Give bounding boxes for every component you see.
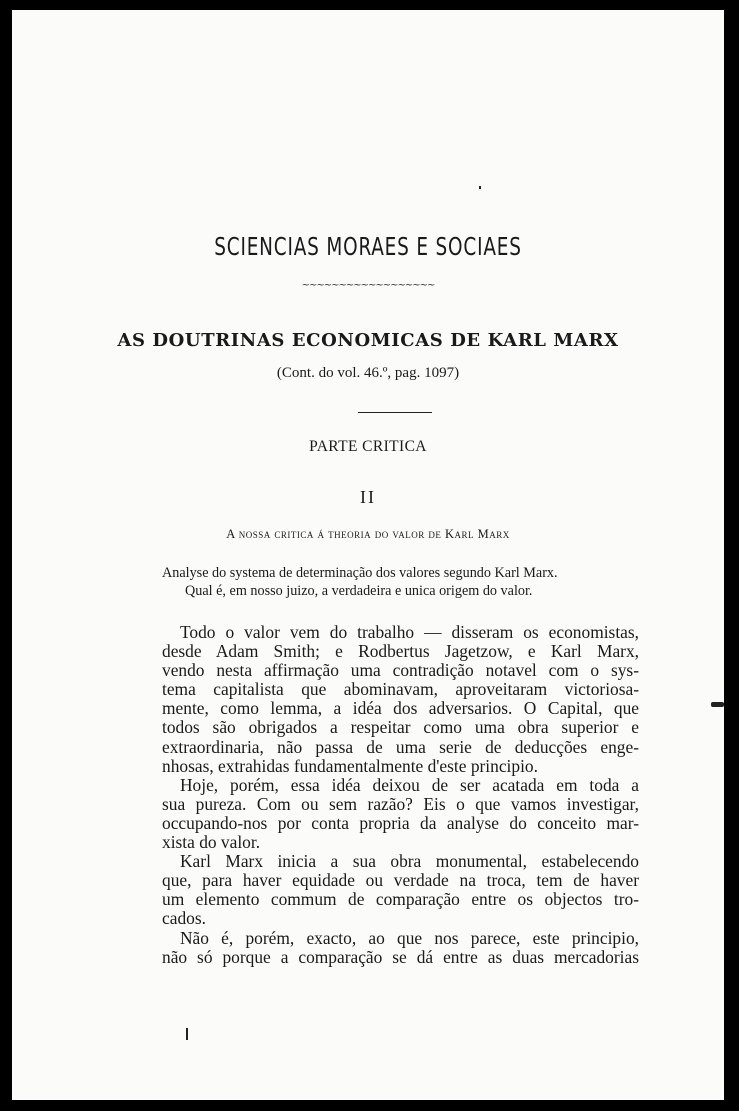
- continuation-note: (Cont. do vol. 46.º, pag. 1097): [276, 365, 460, 381]
- body-line: um elemento commum de comparação entre os objectos tro-: [162, 889, 639, 910]
- body-line: occupando-nos por conta propria da analyse do conceito mar-: [162, 812, 639, 833]
- wavy-ornament: ~~~~~~~~~~~~~~~~~~: [301, 280, 435, 291]
- part-heading: PARTE CRITICA: [309, 438, 427, 455]
- scan-mark: [186, 1028, 188, 1040]
- body-line: todos são obrigados a respeitar como uma obra superior e: [162, 717, 639, 738]
- chapter-title: A nossa critica á theoria do valor de Karl Marx: [226, 527, 510, 541]
- body-line: Karl Marx inicia a sua obra monumental, estabelecendo: [180, 851, 639, 872]
- body-line: não só porque a comparação se dá entre as duas mercadorias: [162, 946, 639, 967]
- body-line: tema capitalista que abominavam, aproveitaram victoriosa-: [162, 679, 639, 700]
- scan-mark: [479, 186, 481, 189]
- scan-mark: [711, 702, 724, 707]
- body-line: mente, como lemma, a idéa dos adversarios. O Capital, que: [162, 698, 639, 719]
- body-text: [162, 623, 639, 967]
- divider-rule: [358, 412, 432, 413]
- body-line: Todo o valor vem do trabalho — disseram os economistas,: [180, 622, 639, 642]
- body-line: vendo nesta affirmação uma contradição notavel com o sys-: [162, 660, 639, 681]
- body-line: extraordinaria, não passa de uma serie de deducções enge-: [162, 736, 639, 757]
- body-line: sua pureza. Com ou sem razão? Eis o que vamos investigar,: [162, 793, 639, 814]
- article-title: AS DOUTRINAS ECONOMICAS DE KARL MARX: [117, 330, 619, 351]
- section-title: SCIENCIAS MORAES E SOCIAES: [214, 232, 522, 261]
- body-line: Não é, porém, exacto, ao que nos parece, este principio,: [180, 927, 639, 948]
- chapter-number: II: [360, 487, 376, 507]
- body-line: xista do valor.: [162, 832, 261, 853]
- body-line: cados.: [162, 908, 206, 929]
- body-line: Hoje, porém, essa idéa deixou de ser acatada em toda a: [180, 774, 639, 795]
- page-sheet: [12, 10, 724, 1100]
- body-line: nhosas, extrahidas fundamentalmente d'este principio.: [162, 755, 538, 776]
- body-line: que, para haver equidade ou verdade na troca, tem de haver: [162, 870, 639, 891]
- summary-line: Qual é, em nosso juizo, a verdadeira e unica origem do valor.: [185, 583, 533, 599]
- body-line: desde Adam Smith; e Rodbertus Jagetzow, e Karl Marx,: [162, 641, 639, 662]
- summary-line: Analyse do systema de determinação dos valores segundo Karl Marx.: [162, 565, 558, 581]
